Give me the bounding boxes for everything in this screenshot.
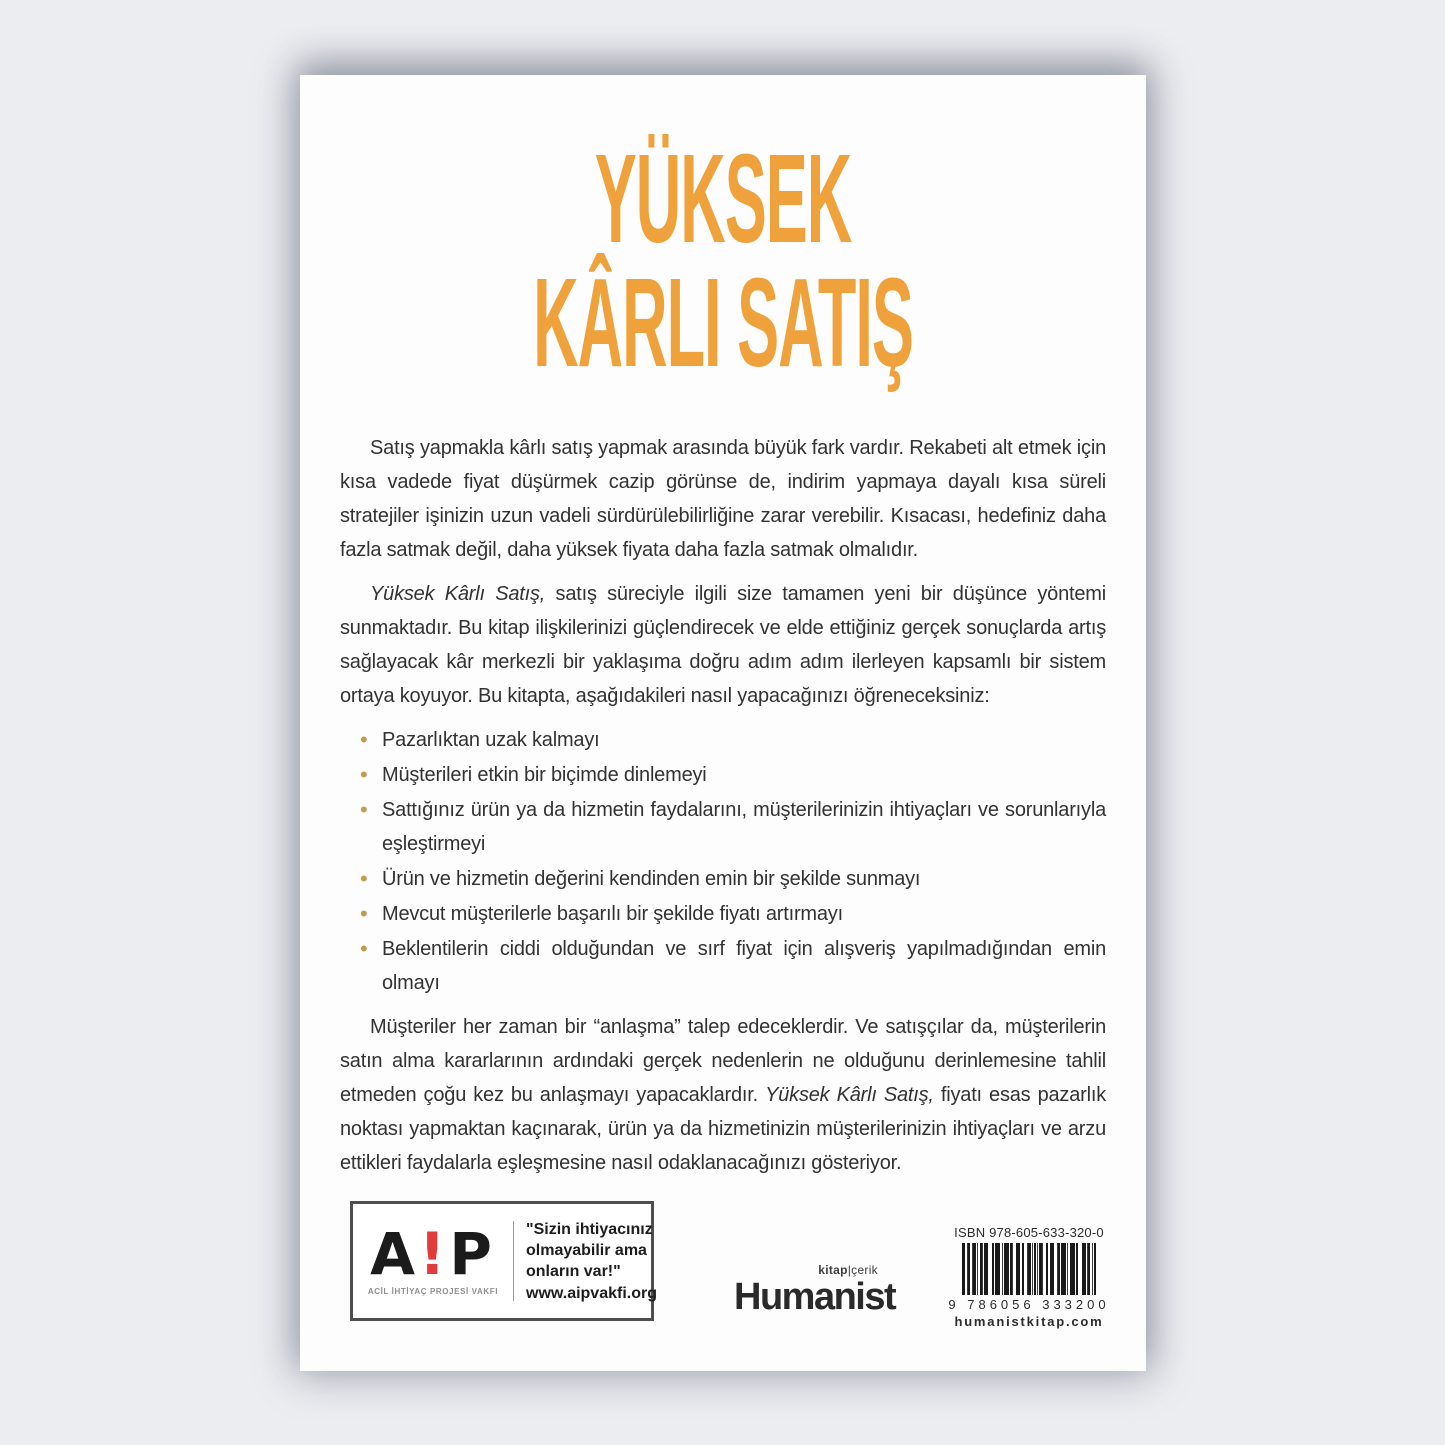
book-title [300, 128, 1146, 393]
aip-logo-block [353, 1220, 513, 1296]
humanist-imprint-small [734, 1263, 878, 1277]
back-blurb [340, 431, 1106, 1180]
aip-letter-a: A [370, 1220, 419, 1288]
paragraph-2-rest: satış süreciyle ilgili size tamamen yeni bir düşünce yöntemi sunmaktadır. Bu kitap ilişkilerinizi güçlendirecek ve elde ettiğiniz gerçek sonuçlarda artış sağlayacak kâr merkezli bir yaklaşıma doğru adım adım ilerleyen kapsamlı bir sistem ortaya koyuyor. Bu kitapta, aşağıdakileri nasıl yapacağınızı öğreneceksiniz: [340, 583, 1106, 707]
aip-foundation-box [350, 1201, 657, 1321]
bullet-list [340, 723, 1106, 1000]
paragraph-1: Satış yapmakla kârlı satış yapmak arasında büyük fark vardır. Rekabeti alt etmek için kısa vadede fiyat düşürmek cazip görünse de, indirim yapmaya dayalı kısa süreli stratejiler işinizin uzun vadeli sürdürülebilirliğine zarar verebilir. Kısacası, hedefiniz daha fazla satmak değil, daha yüksek fiyata daha fazla satmak olmalıdır. [340, 437, 1106, 561]
humanist-logo [734, 1263, 896, 1318]
aip-quote: "Sizin ihtiyacınız olmayabilir ama onların var!" [526, 1220, 653, 1280]
paragraph-2 [340, 577, 1106, 713]
aip-subtitle: ACİL İHTİYAÇ PROJESİ VAKFI [367, 1287, 499, 1296]
bullet-item: • Sattığınız ürün ya da hizmetin faydalarını, müşterilerinizin ihtiyaçları ve sorunlarıyla eşleştirmeyi [360, 793, 1106, 861]
italic-book-title-mention: Yüksek Kârlı Satış, [370, 583, 546, 605]
humanist-wordmark: Humanist [734, 1276, 896, 1318]
barcode-digits: 9 786056 333200 [948, 1297, 1110, 1312]
isbn-text: ISBN 978-605-633-320-0 [954, 1225, 1104, 1240]
aip-url: www.aipvakfi.org [526, 1284, 657, 1302]
humanist-imprint-icerik: |çerik [847, 1263, 878, 1277]
bullet-item: • Müşterileri etkin bir biçimde dinlemeyi [360, 758, 1106, 792]
paragraph-3-part1: Müşteriler her zaman bir “anlaşma” talep edeceklerdir. Ve satışçılar da, müşterilerin satın alma kararlarının ardındaki gerçek nedenlerin ne olduğunu derinlemesine tahlil etmeden çoğu kez bu anlaşmayı yapacaklardır. [340, 1016, 1106, 1106]
paragraph-3-part2: fiyatı esas pazarlık noktası yapmaktan kaçınarak, ürün ya da hizmetinizin müşterilerinizin ihtiyaçları ve arzu ettikleri faydalarla eşleşmesine nasıl odaklanacağınızı gösteriyor. [340, 1084, 1107, 1174]
isbn-barcode-block [948, 1225, 1110, 1329]
bullet-item: • Mevcut müşterilerle başarılı bir şekilde fiyatı artırmayı [360, 897, 1106, 931]
aip-quote-block [514, 1219, 663, 1304]
aip-letter-p: P [449, 1220, 496, 1288]
italic-book-title-mention: Yüksek Kârlı Satış, [765, 1084, 934, 1106]
publisher-url: humanistkitap.com [954, 1314, 1104, 1329]
aip-exclamation-icon: ! [418, 1220, 450, 1288]
book-title-line-1: YÜKSEK [594, 128, 852, 269]
aip-logo [353, 1220, 513, 1288]
bullet-item: • Ürün ve hizmetin değerini kendinden emin bir şekilde sunmayı [360, 862, 1106, 896]
bullet-item: • Beklentilerin ciddi olduğundan ve sırf fiyat için alışveriş yapılmadığından emin olmayı [360, 932, 1106, 1000]
book-title-line-2: KÂRLI SATIŞ [533, 252, 913, 393]
humanist-imprint-kitap: kitap [818, 1263, 848, 1277]
barcode-bars [962, 1243, 1096, 1295]
bullet-item: • Pazarlıktan uzak kalmayı [360, 723, 1106, 757]
book-back-cover [300, 75, 1146, 1371]
paragraph-3 [340, 1010, 1106, 1180]
